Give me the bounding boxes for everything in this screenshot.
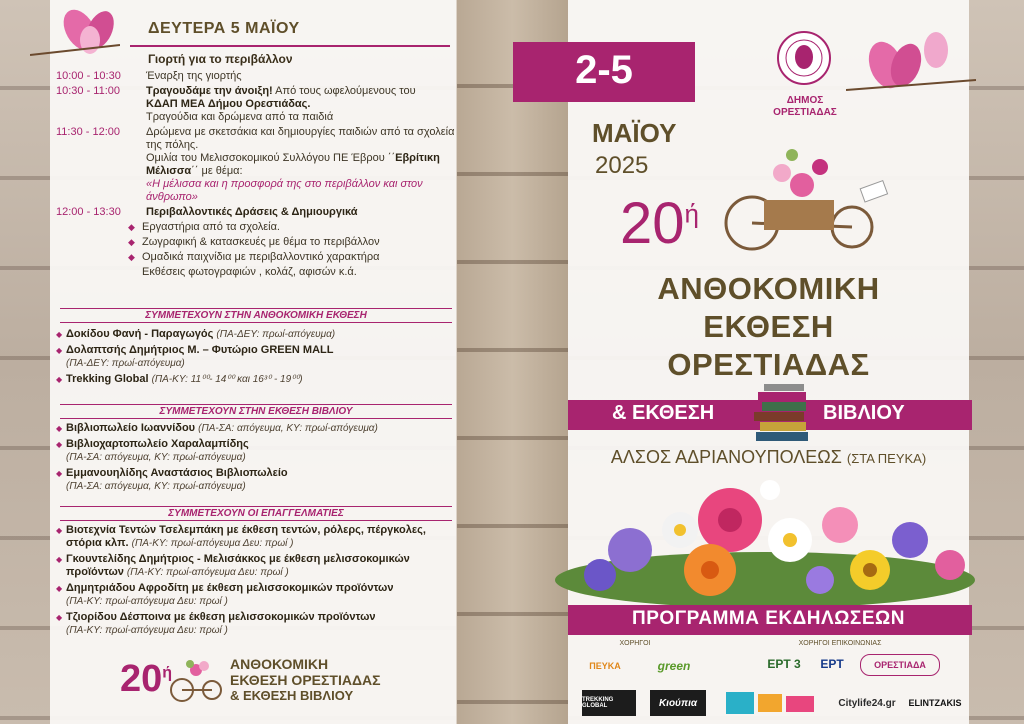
schedule-detail: ΄΄ με θέμα: — [191, 165, 243, 177]
schedule-row — [56, 70, 456, 83]
schedule-text: Έναρξη της γιορτής — [146, 70, 242, 82]
schedule-text — [146, 206, 456, 219]
venue: ΑΛΣΟΣ ΑΔΡΙΑΝΟΥΠΟΛΕΩΣ (ΣΤΑ ΠΕΥΚΑ) — [610, 447, 927, 467]
list-item — [56, 422, 456, 435]
media-logo: ΕΡΤ — [820, 657, 844, 671]
section-heading: ΣΥΜΜΕΤΕΧΟΥΝ ΣΤΗΝ ΕΚΘΕΣΗ ΒΙΒΛΙΟΥ — [60, 404, 452, 419]
month: ΜΑΪΟΥ — [592, 118, 677, 148]
schedule-text — [146, 85, 456, 124]
diamond-icon: ◆ — [56, 584, 63, 593]
program-title: ΠΡΟΓΡΑΜΜΑ ΕΚΔΗΛΩΣΕΩΝ — [632, 608, 905, 629]
exhibitor-name: Βιβλιοπωλείο Ιωαννίδου — [66, 422, 196, 434]
logo-text: ΑΝΘΟΚΟΜΙΚΗ — [230, 656, 329, 672]
diamond-icon: ◆ — [128, 237, 135, 247]
schedule-bold: Περιβαλλοντικές Δράσεις & Δημιουργικά — [146, 206, 358, 218]
bicycle-flowers-icon — [168, 658, 224, 704]
schedule-bold: ΚΔΑΠ ΜΕΑ Δήμου Ορεστιάδας. — [146, 98, 311, 110]
exhibitor-name: Δοκίδου Φανή - Παραγωγός — [66, 328, 214, 340]
flower-exhibitors-list — [56, 328, 456, 389]
list-item — [56, 524, 456, 550]
magnolia-flower-decoration — [846, 20, 976, 100]
diamond-icon: ◆ — [56, 346, 63, 355]
schedule-quote: «Η μέλισσα και η προσφορά της στο περιβάλλον και στον άνθρωπο» — [146, 178, 423, 203]
year: 2025 — [595, 152, 649, 179]
bicycle-flowers-icon — [712, 145, 902, 255]
list-item — [128, 251, 456, 264]
exhibitor-name: Trekking Global — [66, 373, 149, 385]
schedule-bold: Εβρίτικη Μέλισσα — [146, 152, 440, 177]
list-item-text: Εργαστήρια από τα σχολεία. — [142, 221, 280, 233]
main-title — [568, 270, 969, 384]
schedule-row — [56, 126, 456, 204]
media-sponsors-label: ΧΟΡΗΓΟΙ ΕΠΙΚΟΙΝΩΝΙΑΣ — [798, 640, 882, 647]
wood-background — [457, 0, 568, 724]
municipality-seal-icon — [776, 30, 832, 90]
list-item — [128, 266, 456, 279]
list-item — [128, 236, 456, 249]
schedule-time: 11:30 - 12:00 — [56, 126, 121, 138]
exhibitor-hours: (ΠΑ-ΣΑ: απόγευμα, ΚΥ: πρωί-απόγευμα) — [66, 452, 246, 463]
exhibitor-name: Τζιορίδου Δέσποινα με έκθεση μελισσοκομικών προϊόντων — [66, 611, 376, 623]
list-item — [56, 553, 456, 579]
magnolia-flower-decoration — [30, 0, 120, 60]
sponsor-logo: TREKKING GLOBAL — [582, 690, 636, 716]
diamond-icon: ◆ — [56, 330, 63, 339]
exhibitor-name: Δημητριάδου Αφροδίτη με έκθεση μελισσοκομικών προϊόντων — [66, 582, 394, 594]
sponsors-label: ΧΟΡΗΓΟΙ — [619, 640, 651, 647]
exhibitor-name: Βιβλιοχαρτοπωλείο Χαραλαμπίδης — [66, 438, 249, 450]
municipality-name: ΔΗΜΟΣ ΟΡΕΣΤΙΑΔΑΣ — [773, 95, 837, 118]
schedule-time: 10:30 - 11:00 — [56, 85, 121, 97]
sponsor-logo: ΠΕΥΚΑ — [589, 661, 621, 671]
section-heading: ΣΥΜΜΕΤΕΧΟΥΝ ΟΙ ΕΠΑΓΓΕΛΜΑΤΙΕΣ — [60, 506, 452, 521]
schedule-detail: Τραγούδια και δρώμενα από τα παιδιά — [146, 111, 334, 123]
schedule — [56, 70, 456, 281]
exhibitor-name: Εμμανουηλίδης Αναστάσιος Βιβλιοπωλείο — [66, 467, 288, 479]
media-logo — [726, 690, 816, 716]
professionals-list — [56, 524, 456, 640]
event-title: Γιορτή για το περιβάλλον — [148, 52, 293, 66]
bullet-list — [128, 221, 456, 279]
schedule-text — [146, 126, 456, 204]
diamond-icon: ◆ — [56, 440, 63, 449]
title-line: ΟΡΕΣΤΙΑΔΑΣ — [667, 347, 870, 382]
divider — [130, 45, 450, 47]
bottom-logo — [120, 650, 440, 710]
list-item — [56, 467, 456, 493]
title-line: ΕΚΘΕΣΗ — [703, 309, 834, 344]
list-item-text: Ζωγραφική & κατασκευές με θέμα το περιβάλλον — [142, 236, 380, 248]
diamond-icon: ◆ — [128, 222, 135, 232]
media-logo: Citylife24.gr — [838, 697, 896, 709]
book-exhibitors-list — [56, 422, 456, 496]
logo-text: & ΕΚΘΕΣΗ ΒΙΒΛΙΟΥ — [230, 688, 354, 703]
list-item — [56, 582, 456, 608]
exhibitor-hours: (ΠΑ-ΔΕΥ: πρωί-απόγευμα) — [66, 358, 185, 369]
diamond-icon: ◆ — [56, 613, 63, 622]
schedule-row — [56, 85, 456, 124]
section-heading: ΣΥΜΜΕΤΕΧΟΥΝ ΣΤΗΝ ΑΝΘΟΚΟΜΙΚΗ ΕΚΘΕΣΗ — [60, 308, 452, 323]
diamond-icon: ◆ — [128, 252, 135, 262]
books-icon — [752, 384, 814, 444]
list-item-text: Εκθέσεις φωτογραφιών , κολάζ, αφισών κ.ά. — [142, 266, 357, 278]
exhibitor-hours: (ΠΑ-ΚΥ: πρωί-απόγευμα Δευ: πρωί ) — [126, 567, 289, 578]
schedule-bold: Τραγουδάμε την άνοιξη! — [146, 85, 273, 97]
flower-bouquet-illustration — [540, 470, 990, 605]
exhibitor-name: Δολαπτσής Δημήτριος Μ. – Φυτώριο GREEN MALL — [66, 344, 334, 356]
diamond-icon: ◆ — [56, 526, 63, 535]
diamond-icon: ◆ — [56, 424, 63, 433]
colorful-logo-icon — [726, 690, 816, 716]
schedule-detail: Ομιλία του Μελισσοκομικού Συλλόγου ΠΕ Έβρου ΄΄ — [146, 152, 396, 164]
banner-text: & ΕΚΘΕΣΗ — [612, 402, 715, 424]
exhibitor-hours: (ΠΑ-ΚΥ: 11⁰⁰- 14⁰⁰ και 16³⁰ - 19⁰⁰) — [151, 374, 303, 385]
schedule-detail: Δρώμενα με σκετσάκια και δημιουργίες παιδιών από τα σχολεία της πόλης. — [146, 126, 455, 151]
sponsor-logo: Κιούπια — [650, 690, 706, 716]
list-item — [56, 438, 456, 464]
edition-number: $20^ή$ — [620, 191, 699, 256]
media-logo: ELINTZAKIS — [908, 698, 962, 708]
list-item — [56, 373, 456, 386]
schedule-time: 12:00 - 13:30 — [56, 206, 121, 218]
edition-number: $20^ή$ — [120, 658, 173, 700]
date-box — [513, 42, 695, 102]
schedule-detail: Από τους ωφελούμενους του — [272, 85, 416, 97]
title-line: ΑΝΘΟΚΟΜΙΚΗ — [657, 271, 880, 306]
list-item — [128, 221, 456, 234]
sponsor-logo: green — [657, 659, 691, 673]
exhibitor-hours: (ΠΑ-ΚΥ: πρωί-απόγευμα Δευ: πρωί ) — [66, 625, 228, 636]
diamond-icon: ◆ — [56, 555, 63, 564]
logo-text: ΕΚΘΕΣΗ ΟΡΕΣΤΙΑΔΑΣ — [230, 672, 381, 688]
exhibitor-hours: (ΠΑ-ΔΕΥ: πρωί-απόγευμα) — [216, 329, 336, 340]
diamond-icon: ◆ — [56, 375, 63, 384]
list-item — [56, 328, 456, 341]
media-logo: ΟΡΕΣΤΙΑΔΑ — [860, 654, 940, 676]
exhibitor-hours: (ΠΑ-ΣΑ: απόγευμα, ΚΥ: πρωί-απόγευμα) — [66, 481, 246, 492]
list-item — [56, 344, 456, 370]
day-title: ΔΕΥΤΕΡΑ 5 ΜΑΪΟΥ — [148, 20, 300, 37]
media-logo: ΕΡΤ 3 — [767, 657, 801, 671]
diamond-icon: ◆ — [56, 469, 63, 478]
list-item-text: Ομαδικά παιχνίδια με περιβαλλοντικό χαρακτήρα — [142, 251, 380, 263]
schedule-time: 10:00 - 10:30 — [56, 70, 121, 82]
exhibitor-hours: (ΠΑ-ΣΑ: απόγευμα, ΚΥ: πρωί-απόγευμα) — [198, 423, 378, 434]
dates: 2-5 — [575, 48, 633, 92]
exhibitor-hours: (ΠΑ-ΚΥ: πρωί-απόγευμα Δευ: πρωί ) — [66, 596, 228, 607]
exhibitor-name: Γκουντελίδης Δημήτριος - Μελισάκκος με έκθεση μελισσοκομικών προϊόντων — [66, 553, 410, 578]
exhibitor-hours: (ΠΑ-ΚΥ: πρωί-απόγευμα Δευ: πρωί ) — [131, 538, 294, 549]
list-item — [56, 611, 456, 637]
banner-text: ΒΙΒΛΙΟΥ — [823, 402, 905, 424]
exhibitor-name: Βιοτεχνία Τεντών Τσελεμπάκη με έκθεση τεντών, ρόλερς, πέργκολες, στόρια κλπ. — [66, 524, 426, 549]
schedule-row — [56, 206, 456, 219]
